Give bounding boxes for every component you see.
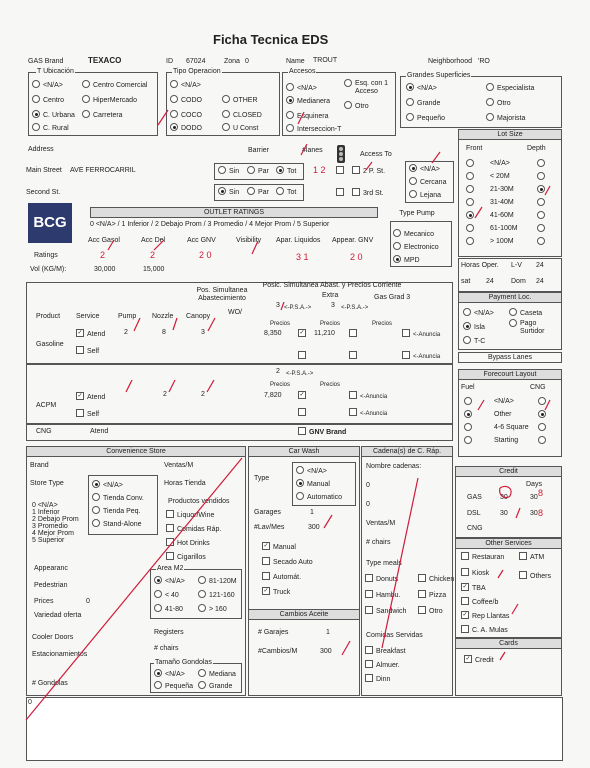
page-title: Ficha Tecnica EDS (213, 32, 329, 47)
cadena-section (361, 446, 453, 696)
store-option[interactable]: Tienda Peq. (92, 507, 141, 515)
meal-checkbox[interactable]: Hambu. (365, 591, 401, 599)
area-option[interactable]: 81-120M (198, 577, 237, 585)
zona-value: 0 (245, 58, 249, 65)
garajes-value: 1 (326, 629, 330, 636)
posic-precios-label: Posic. Simultanea Abast. y Precios Corriente (262, 282, 402, 289)
front-label: Front (466, 145, 483, 152)
accesos-option[interactable]: Esquinera (286, 112, 329, 120)
access-option[interactable]: <N/A> (409, 165, 440, 173)
pump-option[interactable]: Electronico (393, 243, 439, 251)
cooler-label: Cooler Doors (32, 634, 74, 641)
two-p-st-checkbox[interactable]: 2 P. St. (352, 167, 385, 175)
store-option[interactable]: Tienda Conv. (92, 494, 144, 502)
ventas-label: Ventas/M (164, 462, 194, 469)
lot-depth-radio[interactable] (537, 238, 548, 246)
credit-title: Credit (455, 466, 562, 477)
gnv-brand-checkbox[interactable]: GNV Brand (298, 428, 346, 436)
tamano-option[interactable]: Grande (198, 682, 232, 690)
acpm-pump-value: 2 (163, 391, 167, 398)
type-meals-label: Type meals (366, 560, 402, 567)
gondolas-label: # Gondolas (32, 680, 68, 687)
gas-brand-value: TEXACO (88, 56, 122, 65)
neighborhood-label: Neighborhood (428, 58, 472, 65)
store-option[interactable]: Stand-Alone (92, 520, 142, 528)
precios-label: Precios (320, 321, 341, 327)
vol-del-value: 15,000 (143, 266, 165, 273)
sat-value: 24 (486, 278, 494, 285)
meal-checkbox[interactable]: Pizza (418, 591, 446, 599)
bcg-logo: BCG (28, 203, 72, 243)
service-checkbox[interactable]: ATM (519, 553, 544, 561)
access-option[interactable]: Cercana (409, 178, 446, 186)
cards-title: Cards (455, 638, 562, 649)
svg-text:1 2: 1 2 (313, 165, 326, 175)
access-option[interactable]: Lejana (409, 191, 441, 199)
producto-checkbox[interactable]: Hot Drinks (166, 539, 210, 547)
tipo-option[interactable]: OTHER (222, 96, 258, 104)
main-street-label: Main Street (26, 167, 62, 174)
psa-label: <-P.S.A.-> (286, 371, 314, 377)
ubic-option[interactable]: HiperMercado (82, 96, 137, 104)
payment-option[interactable]: Caseta (509, 309, 542, 317)
nombre-cadenas-label: Nombre cadenas: (366, 463, 422, 470)
registers-label: Registers (154, 629, 184, 636)
svg-text:2: 2 (100, 250, 106, 260)
meal-checkbox[interactable]: Donuts (365, 575, 398, 583)
service-checkbox[interactable]: Restauran (461, 553, 504, 561)
precios-label: Precios (372, 321, 393, 327)
gas-price-extra: 11,210 (314, 330, 335, 337)
gas-corr-pos: 3 (276, 302, 280, 309)
tipo-option[interactable]: COCO (170, 111, 202, 119)
forecourt-option-label: 4-6 Square (494, 424, 529, 431)
psa-label: <-P.S.A.-> (341, 305, 369, 311)
extra-label: Extra (322, 292, 339, 299)
horas-tienda-label: Horas Tienda (164, 480, 206, 487)
precios-label: Precios (320, 382, 341, 388)
traffic-light-icon (335, 145, 347, 165)
apar-liquidos-label: Apar. Liquidos (276, 237, 321, 244)
lot-size-option-label: 61-100M (490, 225, 518, 232)
ubic-option[interactable]: <N/A> (32, 81, 63, 89)
service-checkbox[interactable]: C. A. Mulas (461, 626, 508, 634)
gas-canopy-value: 3 (201, 329, 205, 336)
lot-size-option-label: < 20M (490, 173, 510, 180)
carwash-title: Car Wash (248, 446, 360, 457)
self-checkbox[interactable]: Self (76, 347, 99, 355)
main-street-value: AVE FERROCARRIL (70, 167, 136, 174)
t-ubicacion-title: T Ubicación (37, 68, 74, 75)
lot-front-radio[interactable] (466, 212, 477, 220)
lot-depth-radio[interactable] (537, 173, 548, 181)
payment-option[interactable]: Isla (463, 323, 485, 331)
store-option[interactable]: <N/A> (92, 481, 123, 489)
lot-front-radio[interactable] (466, 238, 477, 246)
lot-front-radio[interactable] (466, 173, 477, 181)
cng-label: CNG (36, 428, 52, 435)
lot-front-radio[interactable] (466, 186, 477, 194)
carwash-option[interactable]: Automatico (296, 493, 342, 501)
appearance-label: Appearanc (34, 565, 68, 572)
payment-option[interactable]: T-C (463, 337, 485, 345)
cng-layout-radio[interactable] (538, 424, 549, 432)
price-checkbox[interactable] (349, 352, 360, 360)
precios-label: Precios (270, 382, 291, 388)
conv-scale: 0 <N/A> 1 Inferior 2 Debajo Prom 3 Promedio 4 Mejor Prom 5 Superior (32, 502, 79, 544)
name-label: Name (286, 58, 305, 65)
tipo-option[interactable]: <N/A> (170, 81, 201, 89)
comida-checkbox[interactable]: Breakfast (365, 647, 406, 655)
sat-label: sat (461, 278, 471, 285)
lot-depth-radio[interactable] (537, 186, 548, 194)
vol-label: Vol (KG/M): (30, 266, 67, 273)
accesos-option[interactable]: <N/A> (286, 84, 317, 92)
tipo-option[interactable]: DODO (170, 124, 202, 132)
visibility-label: Visibility (236, 237, 262, 244)
meal-checkbox[interactable]: Otro (418, 607, 443, 615)
area-option[interactable]: > 160 (198, 605, 227, 613)
meal-checkbox[interactable]: Chicken (418, 575, 454, 583)
address-label: Address (28, 146, 54, 153)
anuncia-checkbox[interactable]: <-Anuncia (349, 392, 387, 400)
svg-text:3 1: 3 1 (296, 252, 309, 262)
meal-checkbox[interactable]: Sandwich (365, 607, 406, 615)
lot-size-option-label: > 100M (490, 238, 514, 245)
lot-front-radio[interactable] (466, 199, 477, 207)
canopy-header: Canopy (186, 313, 211, 320)
type-pump-title: Type Pump (390, 209, 444, 218)
service-checkbox[interactable]: Others (519, 572, 551, 580)
svg-text:8: 8 (538, 488, 544, 498)
dom-label: Dom (511, 278, 526, 285)
prices-value: 0 (86, 598, 90, 605)
barrier-label: Barrier (248, 147, 270, 154)
service-checkbox[interactable]: Coffee/b (461, 598, 498, 606)
lot-depth-radio[interactable] (537, 212, 548, 220)
cadena-value: 0 (366, 501, 370, 508)
name-value: TROUT (313, 57, 338, 64)
grandes-option[interactable]: Especialista (486, 84, 534, 92)
self-checkbox[interactable]: Self (76, 410, 99, 418)
price-checkbox[interactable]: ✓ (299, 330, 305, 336)
carwash-option[interactable]: <N/A> (296, 467, 327, 475)
accesos-option[interactable]: Medianera (286, 97, 330, 105)
cng-atend-label: Atend (90, 428, 109, 435)
lv-value: 24 (536, 262, 544, 269)
comida-checkbox[interactable]: Dinn (365, 675, 390, 683)
acc-gnv-label: Acc GNV (187, 237, 216, 244)
gas-price-corr: 8,350 (264, 330, 282, 337)
barrier-option[interactable]: Sin (218, 188, 239, 196)
vol-gasol-value: 30,000 (94, 266, 116, 273)
type-label: Type (254, 475, 270, 482)
carwash-option[interactable]: Manual (296, 480, 330, 488)
carwash-service-checkbox[interactable]: Automát. (262, 573, 301, 581)
cambios-label: #Cambios/M (258, 648, 298, 655)
lot-size-title: Lot Size (458, 129, 562, 140)
lot-depth-radio[interactable] (537, 160, 548, 168)
payment-option[interactable]: Pago Surtidor (509, 320, 556, 336)
acc-gasol-label: Acc Gasol (88, 237, 120, 244)
precios-label: Precios (270, 321, 291, 327)
atend-checkbox[interactable]: ✓ Atend (77, 330, 106, 338)
payment-option[interactable]: <N/A> (463, 309, 494, 317)
svg-text:2: 2 (150, 250, 156, 260)
ubic-option[interactable]: C. Urbana (32, 111, 75, 119)
area-title: Area M2 (157, 565, 184, 572)
ubic-option[interactable]: C. Rural (32, 124, 69, 132)
credit-card-checkbox[interactable]: ✓ Credit (465, 656, 494, 664)
prices-label: Prices (34, 598, 54, 605)
price-checkbox[interactable] (298, 409, 309, 417)
producto-checkbox[interactable]: Liquor/Wine (166, 511, 214, 519)
id-label: ID (166, 58, 173, 65)
lot-depth-radio[interactable] (537, 225, 548, 233)
area-option[interactable]: < 40 (154, 591, 179, 599)
comidas-label: Comidas Servidas (366, 632, 423, 639)
cng-label: CNG (530, 384, 546, 391)
outlet-ratings-title: OUTLET RATINGS (90, 207, 378, 218)
dom-value: 24 (536, 278, 544, 285)
third-st-checkbox[interactable]: 3rd St. (352, 189, 384, 197)
comida-checkbox[interactable]: Almuer. (365, 661, 400, 669)
lot-size-option-label: 21-30M (490, 186, 514, 193)
fuel-layout-radio[interactable] (464, 437, 475, 445)
pump-header: Pump (118, 313, 137, 320)
service-checkbox[interactable]: Kiosk (461, 569, 489, 577)
barrier-option[interactable]: Tot (276, 167, 296, 175)
ubic-option[interactable]: Carretera (82, 111, 123, 119)
chairs-label: # chairs (154, 645, 179, 652)
grandes-option[interactable]: Otro (486, 99, 511, 107)
credit-gas-value: 30 (500, 494, 508, 501)
notes-field[interactable] (26, 697, 563, 761)
gas-brand-label: GAS Brand (28, 58, 64, 65)
appear-gnv-label: Appear. GNV (332, 237, 374, 244)
brand-label: Brand (30, 462, 49, 469)
lane-checkbox[interactable] (336, 189, 347, 197)
lanes-label: #lanes (302, 147, 323, 154)
accesos-option[interactable]: Esq. con 1 Acceso (344, 80, 397, 96)
atend-checkbox[interactable]: ✓ Atend (77, 393, 106, 401)
acpm-price: 7,820 (264, 392, 282, 399)
svg-text:8: 8 (538, 508, 544, 518)
anuncia-checkbox[interactable]: <-Anuncia (402, 352, 440, 360)
credit-cng-label: CNG (467, 525, 483, 532)
credit-dsl-days: 30 (530, 510, 538, 517)
convenience-title: Convenience Store (26, 446, 246, 457)
producto-checkbox[interactable]: Cigarillos (166, 553, 206, 561)
pedestrian-label: Pedestrian (34, 582, 68, 589)
estacionamientos-label: Estacionamientos (32, 651, 88, 658)
tamano-option[interactable]: <N/A> (154, 670, 185, 678)
depth-label: Depth (527, 145, 546, 152)
acpm-pos: 2 (276, 368, 280, 375)
fuel-layout-radio[interactable] (464, 411, 475, 419)
neighborhood-value: 'RO (478, 58, 490, 65)
tipo-option[interactable]: CODO (170, 96, 202, 104)
tipo-option[interactable]: CLOSED (222, 111, 262, 119)
forecourt-option-label: Other (494, 411, 512, 418)
notes-value: 0 (28, 699, 32, 706)
forecourt-option-label: <N/A> (494, 398, 514, 405)
payment-title: Payment Loc. (458, 292, 562, 303)
productos-label: Productos vendidos (168, 498, 230, 505)
pump-option[interactable]: MPD (393, 256, 420, 264)
cambios-title: Cambios Aceite (248, 609, 360, 620)
ubic-option[interactable]: Centro Comercial (82, 81, 147, 89)
accesos-option[interactable]: Interseccion-T (286, 125, 341, 133)
svg-text:2 0: 2 0 (350, 252, 363, 262)
price-checkbox[interactable] (298, 352, 309, 360)
credit-gas-label: GAS (467, 494, 482, 501)
anuncia-checkbox[interactable]: <-Anuncia (402, 330, 440, 338)
price-checkbox[interactable]: ✓ (299, 392, 305, 398)
acc-del-label: Acc Del (141, 237, 166, 244)
fuel-layout-radio[interactable] (464, 398, 475, 406)
lav-label: #Lav/Mes (254, 524, 285, 531)
cambios-value: 300 (320, 648, 332, 655)
store-type-label: Store Type (30, 480, 64, 487)
barrier-option[interactable]: Tot (276, 188, 296, 196)
barrier-option[interactable]: Sin (218, 167, 239, 175)
area-option[interactable]: 41-80 (154, 605, 183, 613)
tipo-option[interactable]: U Const (222, 124, 258, 132)
credit-gas-days: 30 (530, 494, 538, 501)
area-option[interactable]: 121-160 (198, 591, 235, 599)
wo-header: WO/ (228, 309, 242, 316)
bypass-lanes: Bypass Lanes (458, 352, 562, 363)
acpm-canopy-value: 2 (201, 391, 205, 398)
cng-layout-radio[interactable] (538, 398, 549, 406)
lane-checkbox[interactable] (336, 167, 347, 175)
tamano-option[interactable]: Mediana (198, 670, 236, 678)
ubic-option[interactable]: Centro (32, 96, 64, 104)
lot-size-option-label: 31-40M (490, 199, 514, 206)
producto-checkbox[interactable]: Comidas Ráp. (166, 525, 221, 533)
area-option[interactable]: <N/A> (154, 577, 185, 585)
lot-depth-radio[interactable] (537, 199, 548, 207)
cadena-value: 0 (366, 482, 370, 489)
grandes-option[interactable]: <N/A> (406, 84, 437, 92)
pump-option[interactable]: Mecanico (393, 230, 434, 238)
lot-front-radio[interactable] (466, 160, 477, 168)
svg-text:2 0: 2 0 (199, 250, 212, 260)
outlet-scale: 0 <N/A> / 1 Inferior / 2 Debajo Prom / 3 Promedio / 4 Mejor Prom / 5 Superior (90, 221, 330, 228)
nozzle-header: Nozzle (152, 313, 174, 320)
tamano-option[interactable]: Pequeña (154, 682, 193, 690)
carwash-service-checkbox[interactable]: Secado Auto (262, 558, 313, 566)
lot-size-option-label: 41-60M (490, 212, 514, 219)
gasoline-label: Gasoline (36, 341, 64, 348)
tamano-title: Tamaño Gondolas (155, 659, 212, 666)
second-st-label: Second St. (26, 189, 61, 196)
carwash-service-checkbox[interactable]: ✓ Manual (263, 543, 296, 551)
carwash-service-checkbox[interactable]: ✓ Truck (263, 588, 291, 596)
cadena-title: Cadena(s) de C. Ráp. (361, 446, 453, 457)
garages-label: Garages (254, 509, 281, 516)
gas-extra-pos: 3 (331, 302, 335, 309)
accesos-title: Accesos (289, 68, 316, 75)
fuel-label: Fuel (461, 384, 475, 391)
cng-layout-radio[interactable] (538, 411, 549, 419)
lv-label: L-V (511, 262, 522, 269)
lot-size-option-label: <N/A> (490, 160, 510, 167)
ratings-label: Ratings (34, 252, 58, 259)
grandes-option[interactable]: Pequeño (406, 114, 445, 122)
accesos-option[interactable]: Otro (344, 102, 369, 110)
psa-label: <-P.S.A.-> (284, 305, 312, 311)
credit-dsl-value: 30 (500, 510, 508, 517)
grandes-option[interactable]: Majorista (486, 114, 525, 122)
id-value: 67024 (186, 58, 206, 65)
grandes-superficies-title: Grandes Superficies (407, 72, 471, 79)
product-header: Product (36, 313, 61, 320)
fuel-layout-radio[interactable] (464, 424, 475, 432)
forecourt-title: Forecourt Layout (458, 369, 562, 380)
gas-nozzle-value: 8 (162, 329, 166, 336)
price-checkbox[interactable] (349, 330, 360, 338)
grandes-option[interactable]: Grande (406, 99, 440, 107)
lot-front-radio[interactable] (466, 225, 477, 233)
gas-pump-value: 2 (124, 329, 128, 336)
forecourt-option-label: Starting (494, 437, 519, 444)
lav-value: 300 (308, 524, 320, 531)
zona-label: Zona (224, 58, 240, 65)
days-label: Days (526, 481, 542, 488)
cadena-chairs-label: # chairs (366, 539, 391, 546)
access-to-label: Access To (360, 151, 392, 158)
hours-label: Horas Oper. (461, 262, 499, 269)
cng-layout-radio[interactable] (538, 437, 549, 445)
credit-dsl-label: DSL (467, 510, 481, 517)
variedad-label: Variedad oferta (34, 612, 82, 619)
garajes-label: # Garajes (258, 629, 289, 636)
cadena-ventas-label: Ventas/M (366, 520, 396, 527)
service-checkbox[interactable]: ✓ Rep Llantas (462, 612, 510, 620)
tipo-operacion-title: Tipo Operacion (173, 68, 221, 75)
barrier-option[interactable]: Par (247, 167, 269, 175)
acpm-label: ACPM (36, 402, 57, 409)
pos-simultanea-label: Pos. Simultanea Abastecimiento (196, 287, 248, 302)
gas-grad3-label: Gas Grad 3 (374, 294, 411, 301)
service-header: Service (76, 313, 100, 320)
garages-value: 1 (310, 509, 314, 516)
anuncia-checkbox[interactable]: <-Anuncia (349, 409, 387, 417)
service-checkbox[interactable]: ✓ TBA (462, 584, 486, 592)
other-services-title: Other Services (455, 538, 562, 549)
barrier-option[interactable]: Par (247, 188, 269, 196)
